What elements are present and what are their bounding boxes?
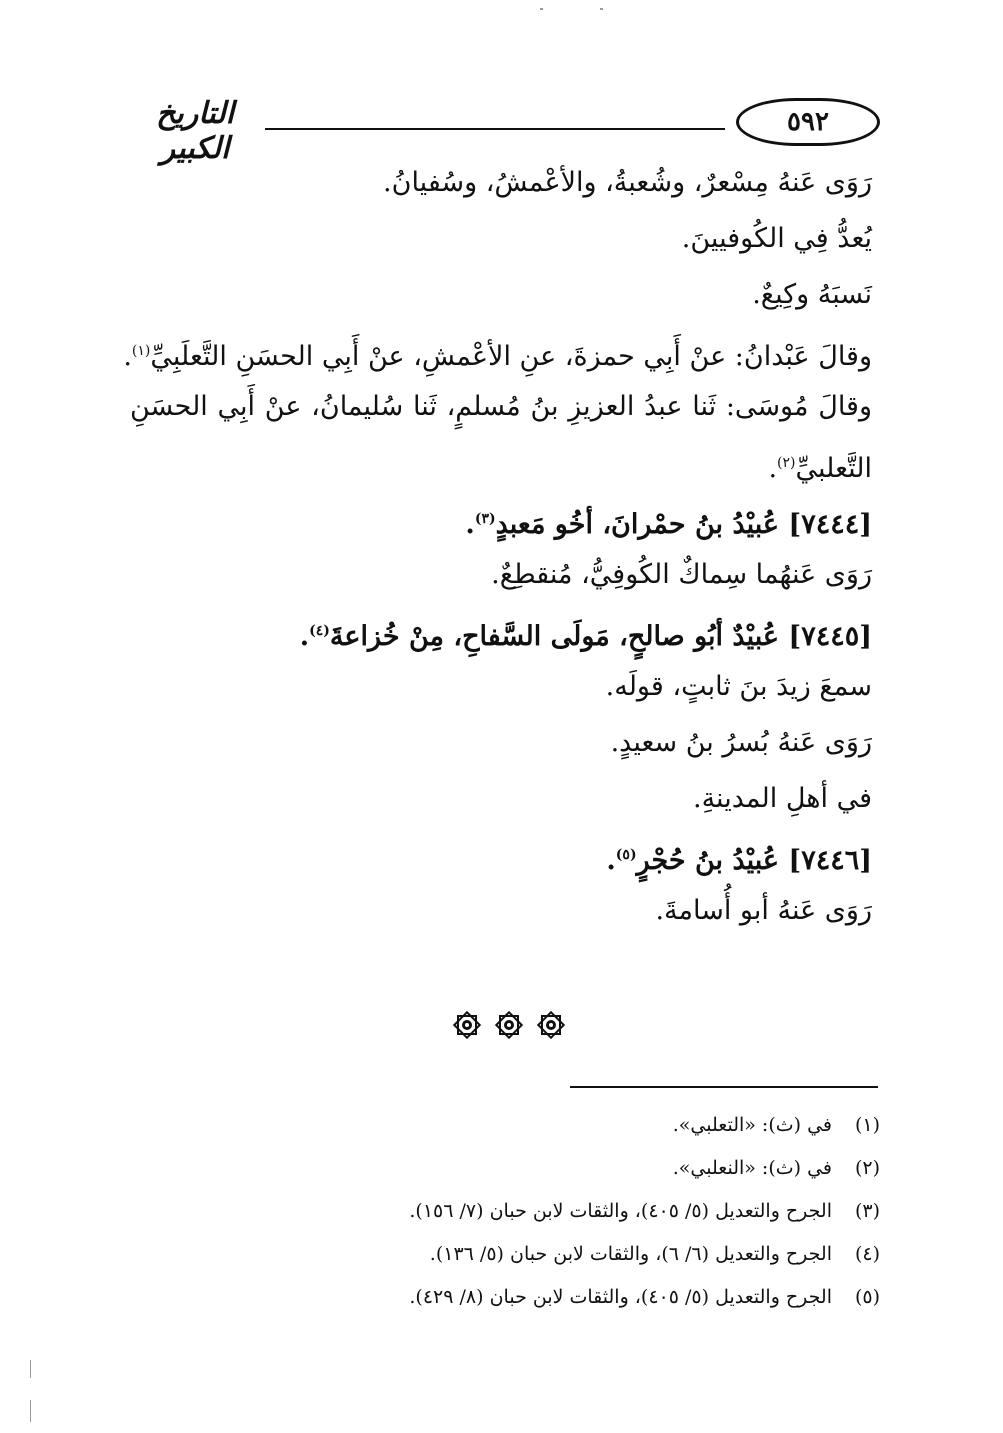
footnote-ref: (٣) [474, 511, 496, 527]
text-line: التَّعلبيِّ$^{(٢)}$. [768, 453, 872, 484]
footnote-ref: (٢) [777, 455, 796, 471]
text-line: سمعَ زيدَ بنَ ثابتٍ، قولَه. [605, 671, 872, 702]
scan-speck [600, 8, 603, 10]
scan-speck [540, 8, 543, 10]
header-rule [265, 128, 725, 130]
scan-speck [30, 1360, 31, 1378]
main-text [123, 155, 872, 939]
text-line: وقالَ مُوسَى: ثَنا عبدُ العزيزِ بنُ مُسلمٍ، ثَنا سُليمانُ، عنْ أَبِي الحسَنِ [130, 391, 872, 422]
text-line: رَوَى عَنهُ بُسرُ بنُ سعيدٍ. [610, 727, 872, 758]
footnote-ref: (٤) [309, 623, 330, 639]
footnote-rule [570, 1086, 878, 1088]
footnote-ref: (١) [131, 343, 151, 359]
page-number: ٥٩٢ [736, 98, 880, 146]
text-line: رَوَى عَنهُ أبو أُسامةَ. [655, 895, 872, 926]
text-line: رَوَى عَنهُ مِسْعرٌ، وشُعبةُ، والأعْمشُ، وسُفيانُ. [383, 167, 872, 198]
scan-speck [30, 1400, 31, 1422]
text-line: وقالَ عَبْدانُ: عنْ أَبِي حمزةَ، عنِ الأعْمشِ، عنْ أَبِي الحسَنِ التَّعلَبِيِّ$^{(١)}$. [123, 341, 872, 372]
text-line: في أهلِ المدينةِ. [693, 783, 872, 814]
text-line: يُعدُّ فِي الكُوفيينَ. [681, 223, 872, 254]
running-header [120, 90, 880, 166]
text-line: نَسبَهُ وكِيعٌ. [752, 279, 872, 310]
footnote-ref: (٥) [615, 847, 637, 863]
entry-heading: [٧٤٤٤] عُبيْدُ بنُ حمْرانَ، أخُو مَعبدٍ$^{(٣)}$. [465, 509, 872, 540]
footnote-item: (٤)الجرح والتعديل (٦/ ٦)، والثقات لابن حبان (٥/ ١٣٦). [429, 1243, 880, 1265]
entry-heading: [٧٤٤٥] عُبيْدٌ أبُو صالحٍ، مَولَى السَّفاحِ، مِنْ خُزاعةَ$^{(٤)}$. [299, 621, 872, 652]
footnote-item: (٢)في (ث): «النعلبي». [672, 1157, 880, 1179]
footnote-item: (٥)الجرح والتعديل (٥/ ٤٠٥)، والثقات لابن حبان (٨/ ٤٢٩). [409, 1286, 880, 1308]
floral-star-icon [452, 1010, 482, 1040]
book-title: التاريخ الكبير [156, 96, 234, 166]
footnote-item: (١)في (ث): «التعلبي». [672, 1114, 880, 1136]
entry-heading: [٧٤٤٦] عُبيْدُ بنُ حُجْرٍ$^{(٥)}$. [606, 845, 872, 876]
section-ornament [452, 1010, 566, 1044]
footnote-item: (٣)الجرح والتعديل (٥/ ٤٠٥)، والثقات لابن حبان (٧/ ١٥٦). [409, 1200, 880, 1222]
floral-star-icon [536, 1010, 566, 1040]
footnotes [300, 1104, 880, 1319]
floral-star-icon [494, 1010, 524, 1040]
text-line: رَوَى عَنهُما سِماكٌ الكُوفِيُّ، مُنقطِعٌ. [491, 559, 872, 590]
